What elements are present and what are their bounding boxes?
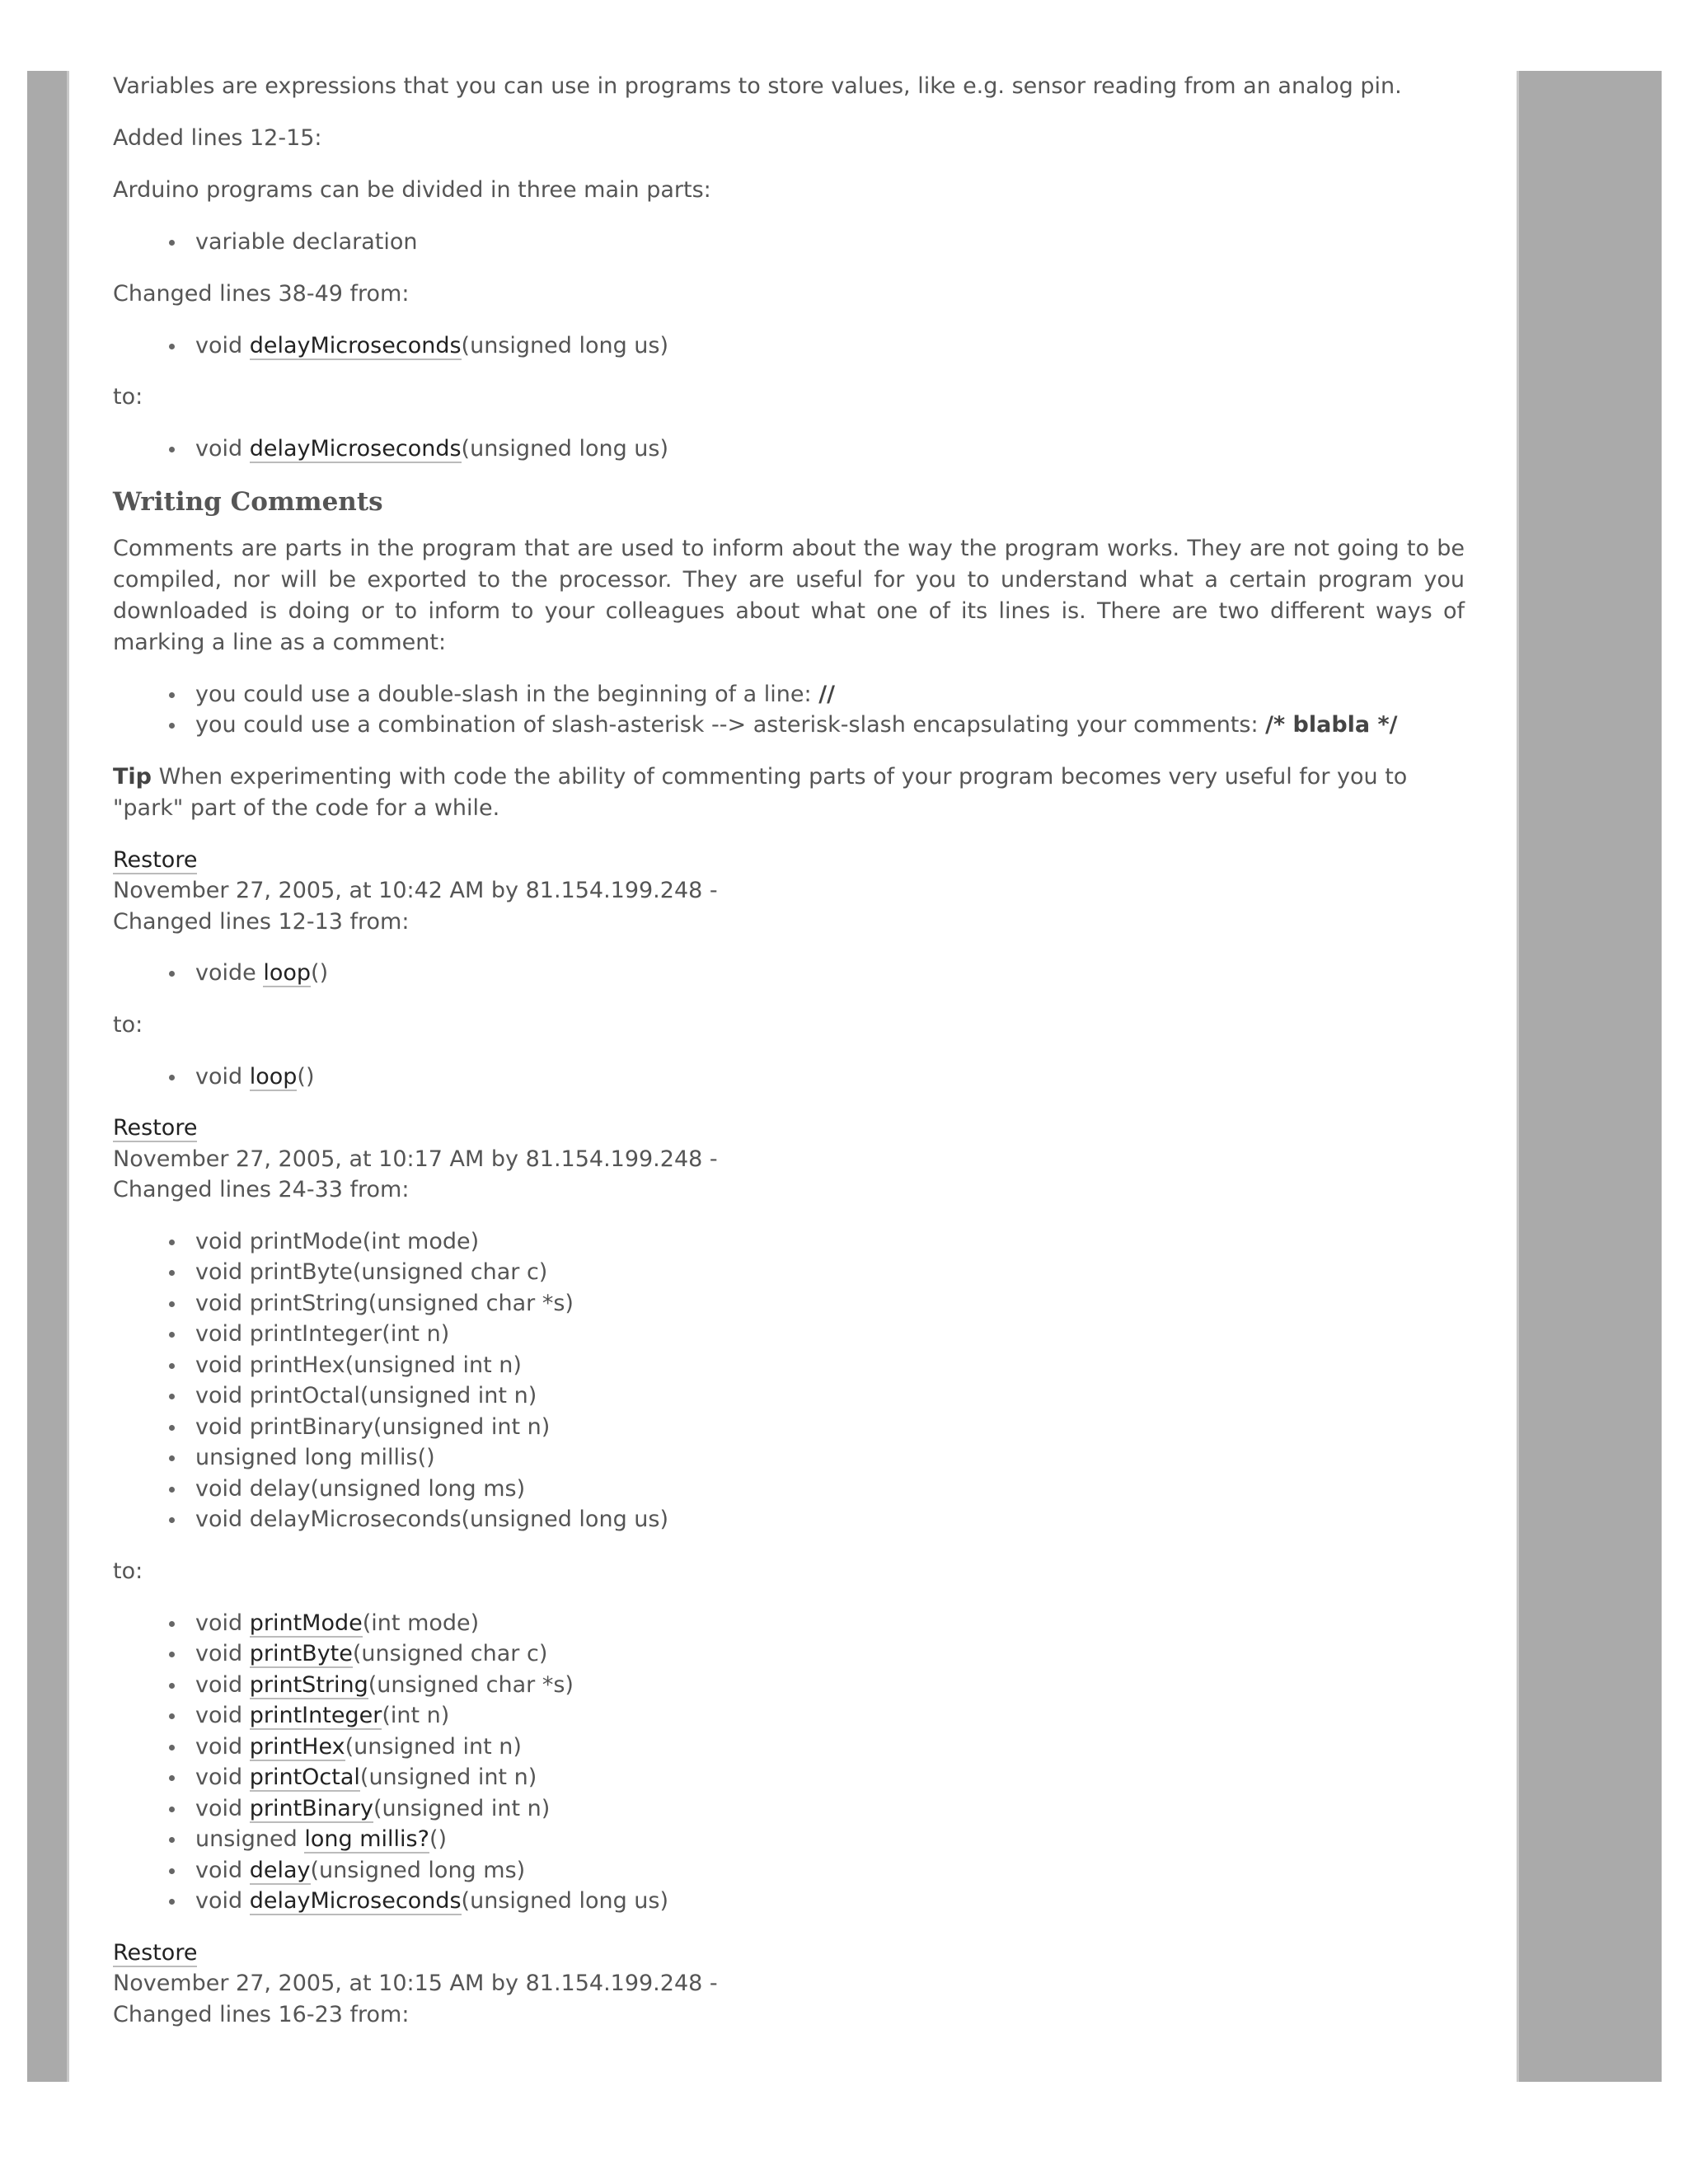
type-prefix: void (195, 1795, 243, 1821)
tip-paragraph (113, 762, 1465, 824)
list-item (195, 1793, 1465, 1825)
revision-changed: Changed lines 12-13 from: (113, 908, 410, 935)
delaymicroseconds-link[interactable]: delayMicroseconds (249, 332, 462, 359)
diff-to-list (113, 1608, 1465, 1917)
signature-text: (unsigned long us) (461, 332, 669, 359)
type-prefix: void (195, 1671, 243, 1698)
signature-text: (unsigned char c) (352, 1641, 548, 1666)
tip-text: When experimenting with code the ability of commenting parts of your program becomes very useful for you to "park" part of the code for a while. (113, 763, 1408, 821)
type-prefix: void (195, 1610, 243, 1636)
list-item (195, 1855, 1465, 1886)
type-prefix: void (195, 436, 243, 462)
type-prefix: void (195, 1641, 243, 1666)
type-prefix: void (195, 1765, 243, 1790)
list-item-text: you could use a double-slash in the beginning of a line: (195, 681, 819, 707)
diff-from-list (113, 958, 1465, 989)
diff-from-list (113, 330, 1465, 362)
code-snippet: // (818, 681, 835, 707)
list-item: void delayMicroseconds(unsigned long us) (195, 1504, 1465, 1535)
changed-lines-text: Changed lines 38-49 from: (113, 280, 410, 307)
delaymicroseconds-link[interactable]: delayMicroseconds (249, 436, 462, 462)
signature-text: (unsigned int n) (359, 1765, 537, 1790)
signature-text: (int n) (382, 1703, 450, 1728)
list-item (195, 227, 1465, 258)
right-sidebar (1517, 71, 1662, 2082)
list-item (195, 1608, 1465, 1639)
comment-methods-list (113, 679, 1465, 741)
added-lines-text: Added lines 12-15: (113, 125, 322, 151)
diff-from-list (113, 1226, 1465, 1535)
type-prefix: void (195, 1888, 243, 1914)
signature-text: (unsigned long us) (461, 436, 669, 462)
diff-to-list (113, 1062, 1465, 1093)
list-item: void printByte(unsigned char c) (195, 1257, 1465, 1288)
list-item (195, 710, 1465, 741)
diff-to-list (113, 434, 1465, 465)
function-link[interactable]: printString (249, 1671, 368, 1698)
type-prefix: void (195, 1063, 243, 1090)
revision-entry (113, 1938, 1465, 2031)
list-item-text: variable declaration (195, 229, 418, 255)
list-item (195, 1762, 1465, 1793)
right-sidebar-edge (1517, 71, 1519, 2082)
signature-text: (unsigned long us) (461, 1888, 669, 1914)
to-label: to: (113, 1558, 143, 1584)
section-heading: Writing Comments (113, 486, 383, 517)
function-link[interactable]: printByte (249, 1641, 353, 1666)
revision-entry (113, 1113, 1465, 1206)
signature-text: (int mode) (362, 1610, 480, 1636)
function-link[interactable]: delay (249, 1857, 311, 1883)
list-item (195, 434, 1465, 465)
list-item: void printHex(unsigned int n) (195, 1350, 1465, 1381)
list-item (195, 1638, 1465, 1670)
restore-link[interactable]: Restore (113, 846, 198, 873)
to-label: to: (113, 384, 143, 410)
list-item: void printInteger(int n) (195, 1319, 1465, 1350)
list-item (195, 1670, 1465, 1701)
restore-link[interactable]: Restore (113, 1115, 198, 1141)
left-sidebar (27, 71, 69, 2082)
signature-text: () (429, 1826, 448, 1852)
restore-link[interactable]: Restore (113, 1939, 198, 1966)
signature-text: (unsigned long ms) (310, 1857, 526, 1883)
revision-meta: November 27, 2005, at 10:42 AM by 81.154.199.248 - (113, 878, 718, 903)
page-content (113, 71, 1465, 2050)
list-item-text: you could use a combination of slash-asterisk --> asterisk-slash encapsulating your comments: (195, 712, 1266, 738)
list-item (195, 1732, 1465, 1763)
list-item (195, 679, 1465, 710)
comments-paragraph: Comments are parts in the program that are used to inform about the way the program works. They are not going to be compiled, nor will be exported to the processor. They are useful for you to understand what a certain program you downloaded is doing or to inform to your colleagues about what one of its lines is. There are two different ways of marking a line as a comment: (113, 535, 1465, 655)
list-item (195, 330, 1465, 362)
list-item: void delay(unsigned long ms) (195, 1474, 1465, 1505)
list-item: void printBinary(unsigned int n) (195, 1412, 1465, 1443)
list-item: void printMode(int mode) (195, 1226, 1465, 1258)
tip-label: Tip (113, 763, 152, 790)
left-sidebar-edge (67, 71, 69, 2082)
list-item: void printString(unsigned char *s) (195, 1288, 1465, 1319)
signature-text: (unsigned char *s) (368, 1671, 574, 1698)
type-prefix: voide (195, 960, 256, 986)
loop-link[interactable]: loop (263, 960, 312, 986)
list-item (195, 958, 1465, 989)
list-item (195, 1700, 1465, 1732)
list-item: void printOctal(unsigned int n) (195, 1380, 1465, 1412)
to-label: to: (113, 1011, 143, 1038)
list-item (195, 1886, 1465, 1917)
function-link[interactable]: printHex (249, 1733, 345, 1760)
type-prefix: unsigned (195, 1826, 298, 1852)
function-link[interactable]: delayMicroseconds (249, 1888, 462, 1914)
type-prefix: void (195, 1703, 243, 1728)
list-item: unsigned long millis() (195, 1442, 1465, 1474)
intro-text: Variables are expressions that you can use in programs to store values, like e.g. sensor reading from an analog pin. (113, 73, 1402, 99)
list-item (195, 1824, 1465, 1855)
function-link[interactable]: long millis? (304, 1826, 429, 1852)
function-link[interactable]: printInteger (249, 1703, 382, 1728)
type-prefix: void (195, 332, 243, 359)
function-link[interactable]: printOctal (249, 1765, 360, 1790)
type-prefix: void (195, 1733, 243, 1760)
signature-text: (unsigned int n) (373, 1795, 551, 1821)
revision-meta: November 27, 2005, at 10:15 AM by 81.154.199.248 - (113, 1971, 718, 1996)
loop-link[interactable]: loop (249, 1063, 298, 1090)
three-parts-text: Arduino programs can be divided in three main parts: (113, 177, 711, 203)
list-item (195, 1062, 1465, 1093)
signature-text: () (297, 1063, 315, 1090)
revision-changed: Changed lines 24-33 from: (113, 1177, 410, 1202)
signature-text: (unsigned int n) (345, 1733, 522, 1760)
function-link[interactable]: printMode (249, 1610, 363, 1636)
revision-meta: November 27, 2005, at 10:17 AM by 81.154.199.248 - (113, 1146, 718, 1172)
signature-text: () (311, 960, 329, 986)
function-link[interactable]: printBinary (249, 1795, 373, 1821)
parts-list (113, 227, 1465, 258)
revision-entry (113, 845, 1465, 938)
code-snippet: /* blabla */ (1265, 712, 1398, 738)
revision-changed: Changed lines 16-23 from: (113, 2001, 410, 2027)
type-prefix: void (195, 1857, 243, 1883)
